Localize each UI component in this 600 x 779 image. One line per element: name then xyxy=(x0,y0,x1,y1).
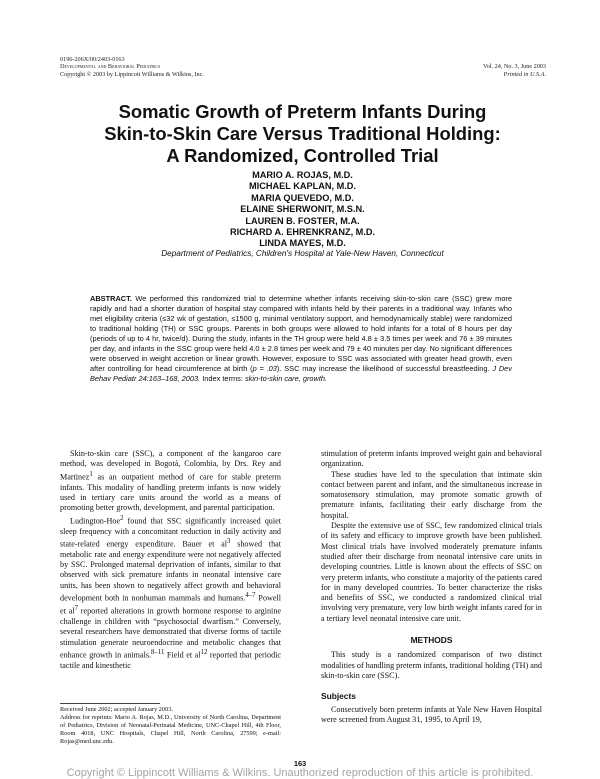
author: MARIA QUEVEDO, M.D. xyxy=(251,192,354,203)
title-line-3: A Randomized, Controlled Trial xyxy=(166,145,439,166)
abstract-p-value: p = .03 xyxy=(252,364,277,374)
index-terms: skin-to-skin care, growth. xyxy=(244,374,328,384)
paragraph: Ludington-Hoe$^2$ found that SSC significantly increased quiet sleep frequency with a concomitant reduction in daily activity and state-related energy expenditure. Bauer et $al^3$ showed that metabolic rate and energy expenditure were not negatively affected by SSC. Prolonged maternal deprivation of infants, similar to that observed with sick premature infants in neonatal intensive care units, has been shown to negatively affect growth and behavioral development both in nonhuman mammals and humans.$^{4-7}$ Powell et $al^7$ reported alterations in growth hormone response to arginine challenge in children with “psychosocial dwarfism.” Conversely, several researchers have demonstrated that diverse forms of tactile stimulation generate neuroendocrine and metabolic changes that enhance growth in animals.$^{8-11}$ Field et $al^{12}$ reported that periodic tactile and kinesthetic xyxy=(60,514,281,670)
received-note: Received June 2002; accepted January 2003. xyxy=(60,706,173,713)
journal-name: Developmental and Behavioral Pediatrics xyxy=(60,63,161,71)
footnote-divider xyxy=(60,703,160,704)
reference-mark: 7 xyxy=(74,605,78,613)
abstract-body: We performed this randomized trial to determine whether infants receiving skin-to-skin care (SSC) grew more rapidly and had a shorter duration of hospital stay compared with infants held by their parents in a traditional way. Infants who met eligibility criteria (≤32 wk of gestation, ≤1500 g, minimal ventilatory support, and hemodynamically stable) were randomized to traditional holding (TH) or SSC groups. Parents in both groups were allowed to hold infants for a total of 8 hours per day (periods of up to 4 hr, twice/d). During the study, infants in the TH group were held 4.8 ± 3.5 times per week and 76 ± 39 minutes per day, and infants in the SSC group were held 4.0 ± 2.8 times per week and 79 ± 40 minutes per day. No significant differences were observed in weight accretion or linear growth. However, exposure to SSC was associated with greater head growth, even after controlling for head circumference at birth ( xyxy=(90,294,513,374)
author-list xyxy=(60,170,545,250)
methods-heading: METHODS xyxy=(410,635,453,646)
reference-mark: 4–7 xyxy=(245,592,256,600)
author: LINDA MAYES, M.D. xyxy=(259,238,346,249)
reference-mark: 3 xyxy=(227,537,231,545)
paragraph: This study is a randomized comparison of two distinct modalities of handling preterm infants, traditional holding (TH) and skin-to-skin care (SSC). xyxy=(321,650,542,680)
reprint-address: Address for reprints: Mario A. Rojas, M.D., University of North Carolina, Department of Pediatrics, Division of Neonatal-Perinatal Medicine, UNC-Chapel Hill, 4th Floor, Room 4018, UNC Hospitals, Chapel Hill, North Carolina, 27599; e-mail: Rojas@med.unc.edu. xyxy=(60,713,281,745)
paragraph: Consecutively born preterm infants at Yale New Haven Hospital were screened from August 31, 1995, to April 19, xyxy=(321,704,542,724)
paragraph: Skin-to-skin care (SSC), a component of the kangaroo care method, was developed in Bogotá, Colombia, by Drs. Rey and Martinez$^1$ as an outpatient method of care for stable preterm infants. This modality of handling preterm infants is now widely used in tertiary care units around the world as a means of promoting better growth, development, and parental participation. xyxy=(60,449,281,513)
paragraph: Despite the extensive use of SSC, few randomized clinical trials of its safety and efficacy to improve growth have been published. Most clinical trials have involved moderately premature infants studied after their discharge from neonatal intensive care units in developing countries. Little is known about the effects of SSC on very preterm infants, who constitute a majority of the patients cared for in many developed countries. To better characterize the risks and benefits of SSC, we conducted a randomized clinical trial involving very premature, very low birth weight infants cared for in a tertiary level neonatal intensive care unit. xyxy=(321,521,542,623)
author: LAUREN B. FOSTER, M.A. xyxy=(245,215,360,226)
paragraph: stimulation of preterm infants improved weight gain and behavioral organization. xyxy=(321,449,542,469)
page-number: 163 xyxy=(293,759,307,768)
index-terms-label: Index terms: xyxy=(202,374,243,384)
abstract-citation: J Dev Behav Pediatr 24:163–168, 2003. xyxy=(90,364,512,384)
reference-mark: 2 xyxy=(120,514,124,522)
reference-mark: 1 xyxy=(89,470,93,478)
left-column xyxy=(60,449,281,671)
copyright-line: Copyright © 2003 by Lippincott Williams & Wilkins, Inc. xyxy=(60,70,204,78)
paragraph: These studies have led to the speculation that intimate skin contact between parent and infant, and the simultaneous increase in somatosensory stimulation, may promote somatic growth of premature infants, facilitating their early discharge from the hospital. xyxy=(321,469,542,520)
printed-in: Printed in U.S.A. xyxy=(503,70,546,78)
title-line-2: Skin-to-Skin Care Versus Traditional Holding: xyxy=(104,123,501,144)
author: MICHAEL KAPLAN, M.D. xyxy=(248,181,356,192)
reference-mark: 8–11 xyxy=(151,648,165,656)
abstract xyxy=(90,294,512,384)
abstract-body-end: ). SSC may increase the likelihood of successful breastfeeding. xyxy=(276,364,490,374)
footnotes xyxy=(60,706,281,746)
article-title xyxy=(60,101,545,167)
author: MARIO A. ROJAS, M.D. xyxy=(252,170,353,180)
running-header-left xyxy=(60,56,204,78)
issn: 0196-206X/00/2403-0163 xyxy=(60,56,125,63)
author: RICHARD A. EHRENKRANZ, M.D. xyxy=(229,227,376,238)
subjects-heading: Subjects xyxy=(321,691,356,702)
copyright-watermark: Copyright © Lippincott Williams & Wilkins. Unauthorized reproduction of this article is prohibited. xyxy=(66,767,534,779)
author: ELAINE SHERWONIT, M.S.N. xyxy=(240,204,365,215)
running-header-right xyxy=(483,56,546,78)
title-line-1: Somatic Growth of Preterm Infants During xyxy=(118,101,487,122)
right-column xyxy=(321,449,542,725)
volume-info: Vol. 24, No. 3, June 2003 xyxy=(483,63,546,71)
affiliation: Department of Pediatrics, Children's Hospital at Yale-New Haven, Connecticut xyxy=(161,249,444,258)
reference-mark: 12 xyxy=(200,648,208,656)
abstract-label: ABSTRACT. xyxy=(90,294,132,303)
